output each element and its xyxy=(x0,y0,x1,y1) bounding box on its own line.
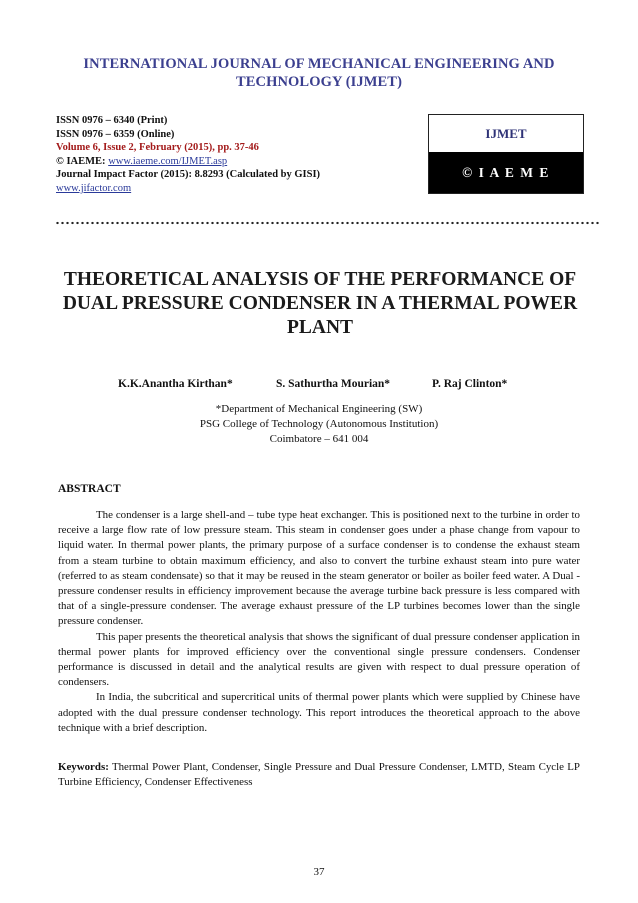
journal-info-block xyxy=(56,114,416,196)
title-line2: DUAL PRESSURE CONDENSER IN A THERMAL POWER xyxy=(62,293,578,314)
logo-iaeme: © I A E M E xyxy=(429,152,583,193)
jifactor-link[interactable]: www.jifactor.com xyxy=(56,182,132,194)
iaeme-website-line xyxy=(56,155,416,169)
author-1: K.K.Anantha Kirthan* xyxy=(118,378,233,390)
journal-logo xyxy=(428,114,584,194)
affiliation-city: Coimbatore – 641 004 xyxy=(269,433,369,445)
affiliation-college: PSG College of Technology (Autonomous Institution) xyxy=(199,418,439,430)
keywords xyxy=(58,760,580,790)
abstract-heading: ABSTRACT xyxy=(58,483,121,495)
iaeme-label: © IAEME: xyxy=(56,155,109,167)
title-line3: PLANT xyxy=(286,317,354,338)
journal-name-line1: INTERNATIONAL JOURNAL OF MECHANICAL ENGINEERING AND xyxy=(83,56,555,72)
affiliation xyxy=(0,402,638,447)
issn-print: ISSN 0976 – 6340 (Print) xyxy=(56,115,168,126)
page-number: 37 xyxy=(313,866,325,878)
author-2: S. Sathurtha Mourian* xyxy=(276,378,391,390)
abstract-paragraph-2: This paper presents the theoretical analysis that shows the significant of dual pressure condenser application in thermal power plants for improved efficiency over the conventional single pressure condensers. Condenser performance is discussed in detail and the analytical results are given with respect to dual pressure operation of condensers. xyxy=(58,630,580,689)
affiliation-department: *Department of Mechanical Engineering (SW) xyxy=(215,403,423,415)
journal-header xyxy=(40,55,598,91)
keywords-label: Keywords: xyxy=(58,761,109,773)
keywords-text: Thermal Power Plant, Condenser, Single Pressure and Dual Pressure Condenser, LMTD, Steam Cycle LP Turbine Efficiency, Condenser Effectiveness xyxy=(58,761,580,789)
logo-ijmet: IJMET xyxy=(429,115,583,152)
impact-factor: Journal Impact Factor (2015): 8.8293 (Calculated by GISI) xyxy=(56,169,321,181)
issn-online: ISSN 0976 – 6359 (Online) xyxy=(56,128,175,140)
dotted-divider xyxy=(55,220,600,226)
abstract-paragraph-3: In India, the subcritical and supercritical units of thermal power plants which were supplied by Chinese have adopted with the dual pressure condenser technology. This report introduces the theoretical approach to the above technique with a brief description. xyxy=(58,691,580,734)
iaeme-link[interactable]: www.iaeme.com/IJMET.asp xyxy=(108,155,228,167)
journal-name-line2: TECHNOLOGY (IJMET) xyxy=(235,74,402,90)
volume-issue: Volume 6, Issue 2, February (2015), pp. 37-46 xyxy=(56,142,259,154)
abstract-paragraph-1: The condenser is a large shell-and – tube type heat exchanger. This is positioned next to the turbine in order to receive a large flow rate of low pressure steam. This steam in condenser goes under a phase change from vapour to liquid water. In thermal power plants, the primary purpose of a surface condenser is to condense the exhaust steam from a steam turbine to obtain maximum efficiency, and also to convert the turbine exhaust steam into pure water (referred to as steam condensate) so that it may be reused in the steam generator or boiler as boiler feed water. A Dual -pressure condenser results in efficiency improvement because the average turbine back pressure is less compared with that of a single-pressure condenser. The average exhaust pressure of the LP turbines becomes lower than the single pressure condenser. xyxy=(58,509,580,628)
title-line1: THEORETICAL ANALYSIS OF THE PERFORMANCE OF xyxy=(63,269,577,290)
abstract-body xyxy=(58,508,580,736)
author-3: P. Raj Clinton* xyxy=(432,378,508,390)
paper-title xyxy=(50,268,590,340)
